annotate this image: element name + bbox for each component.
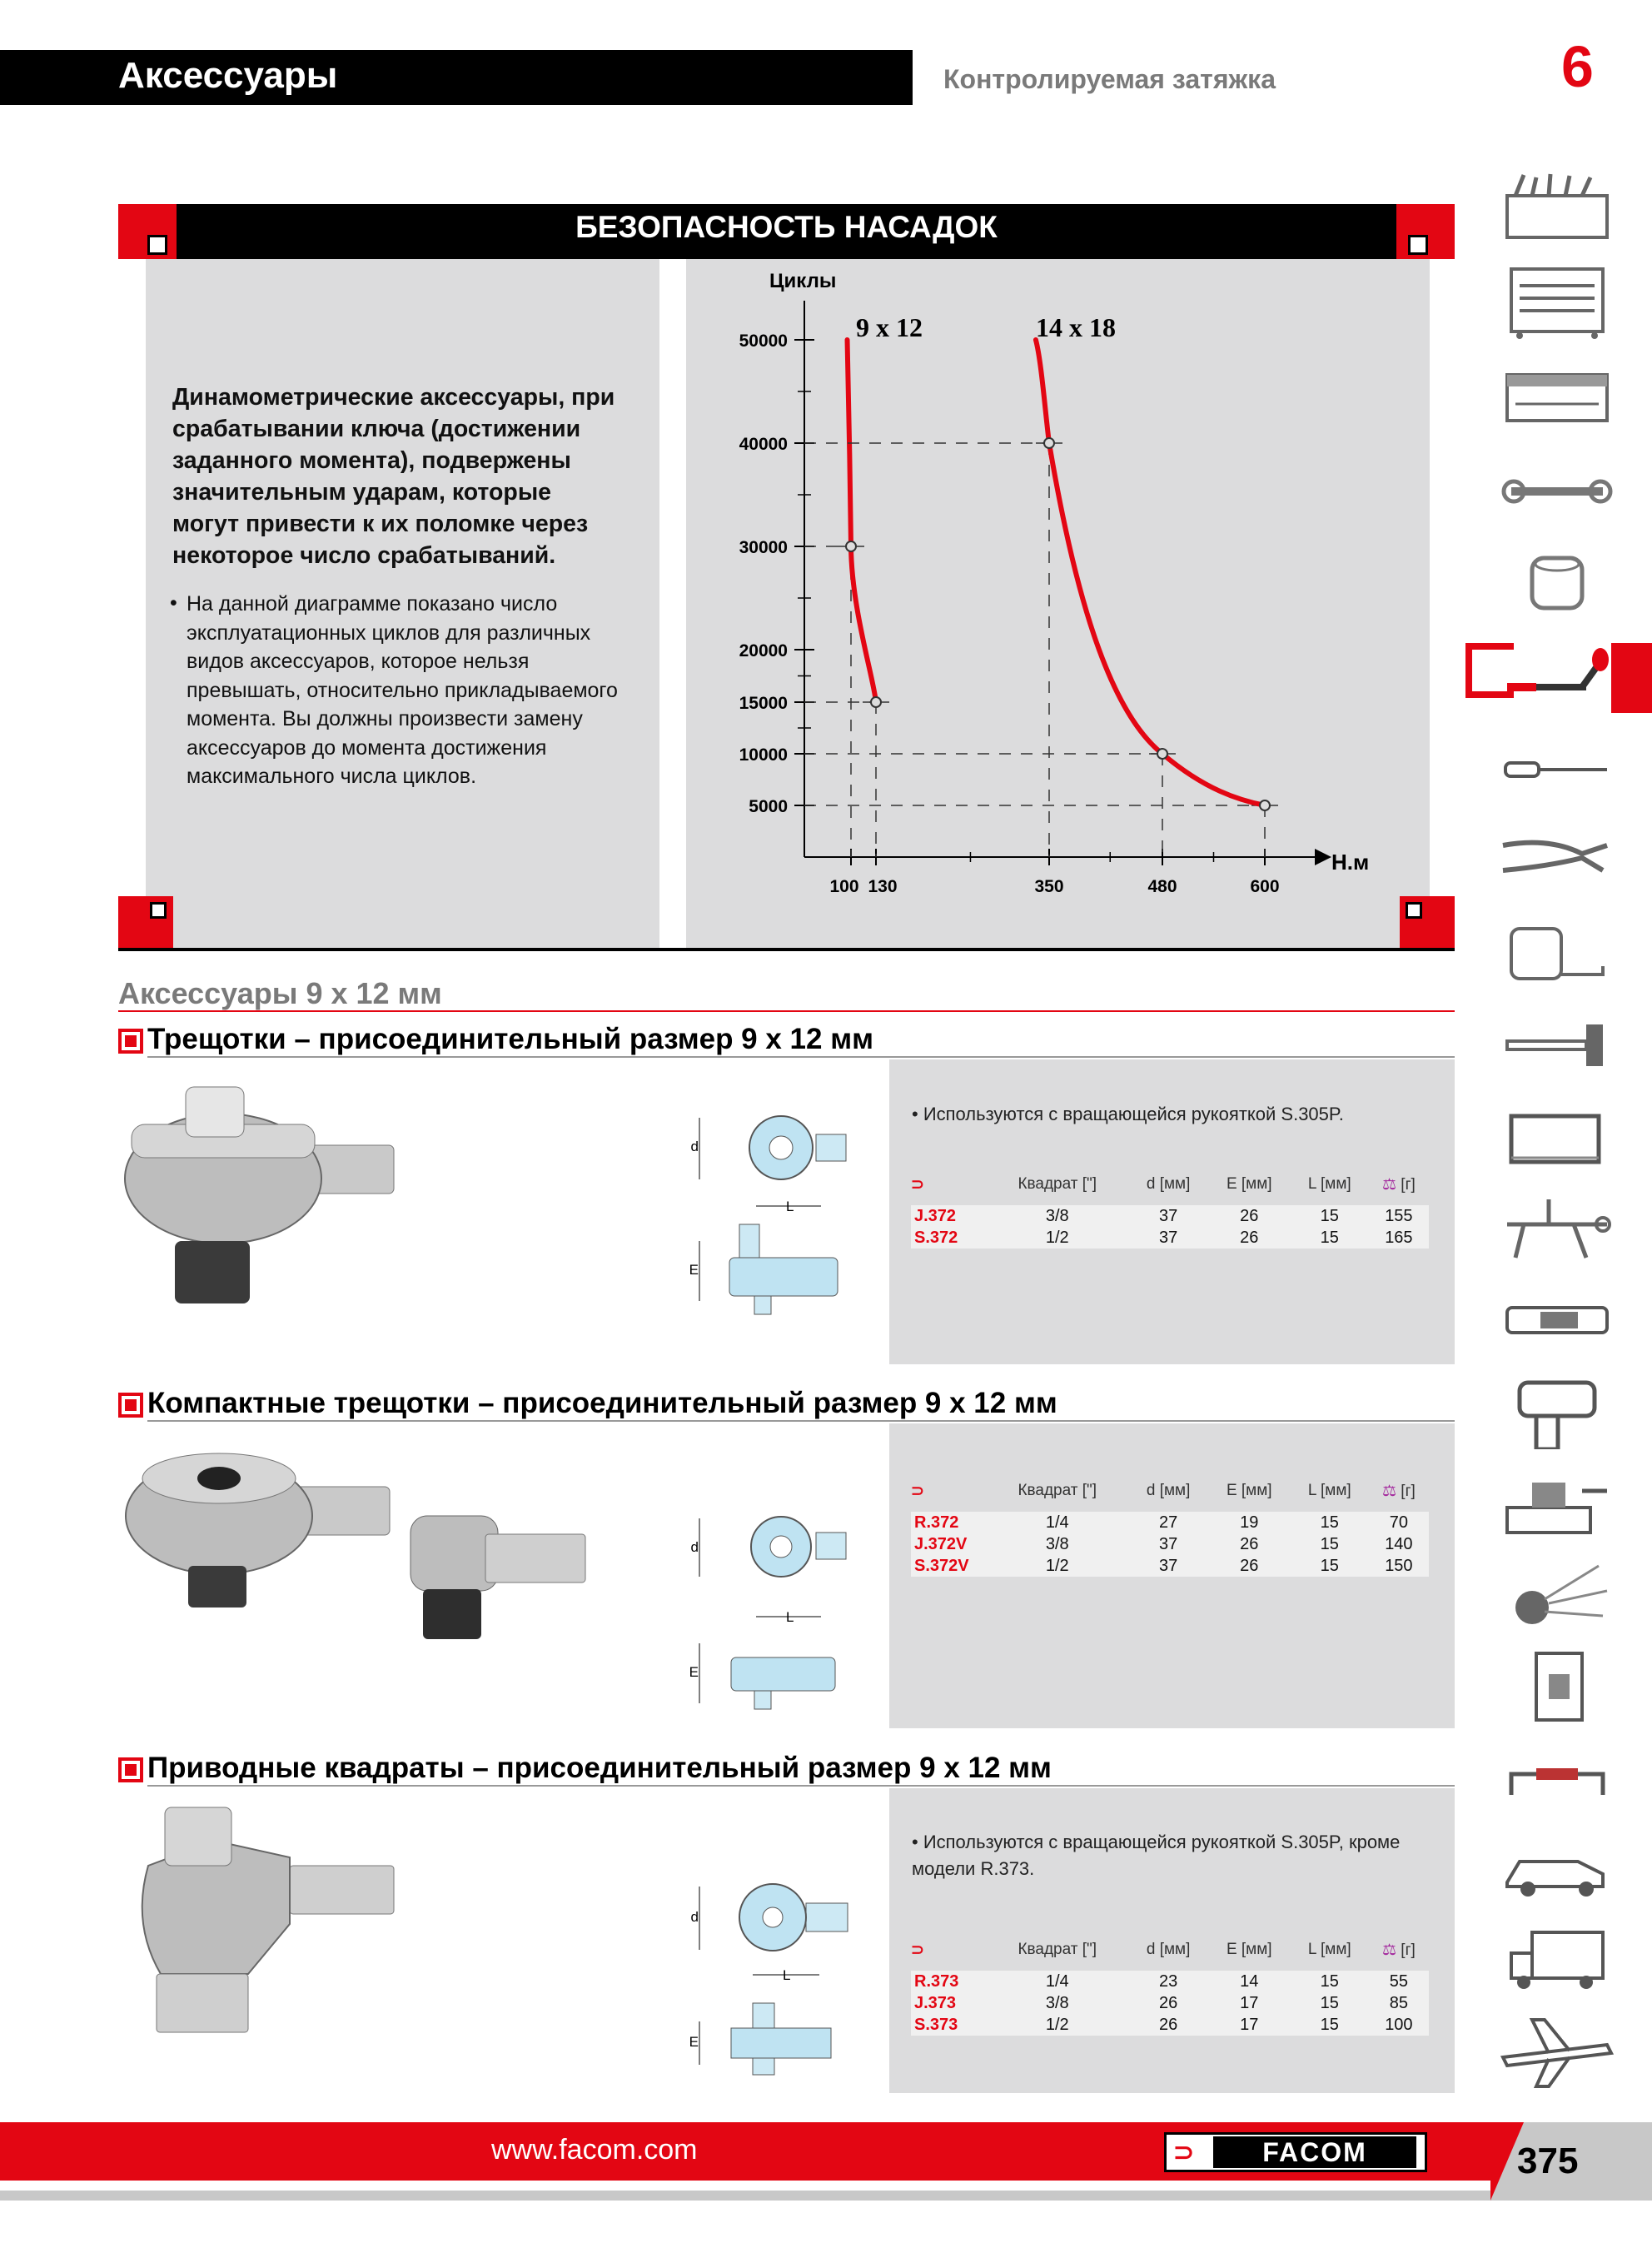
- handle-icon[interactable]: [1499, 1745, 1615, 1820]
- series-line: [1036, 340, 1265, 805]
- cutting-disc-icon[interactable]: [1499, 1558, 1615, 1632]
- ratchets-title: Трещотки – присоединительный размер 9 x 12 мм: [147, 1023, 873, 1055]
- dim-d: d: [690, 1139, 699, 1154]
- facom-ref-icon: ⊃: [911, 1941, 924, 1959]
- compact-title: Компактные трещотки – присоединительный размер 9 x 12 мм: [147, 1387, 1057, 1419]
- y-tick-label: 15000: [739, 694, 788, 713]
- col-l: L [мм]: [1307, 1175, 1351, 1193]
- squares-title: Приводные квадраты – присоединительный размер 9 x 12 мм: [147, 1752, 1052, 1784]
- y-tick-label: 20000: [739, 641, 788, 660]
- y-axis-label: Циклы: [769, 270, 837, 292]
- table-row: J.372 3/8 37 26 15 155: [911, 1205, 1429, 1227]
- dim-d: d: [690, 1909, 699, 1925]
- facom-logo-mark-icon: ⊃: [1173, 2139, 1195, 2166]
- col-square: Квадрат ["]: [1018, 1175, 1097, 1193]
- hacksaw-icon[interactable]: [1499, 1099, 1615, 1174]
- drive-square-diagram: [689, 1870, 873, 2078]
- chapter-number: 6: [1561, 34, 1594, 99]
- safety-intro: Динамометрические аксессуары, при срабатывании ключа (достижении заданного момента), подвержены значительным ударам, которые могут привести к их поломке через некоторое число срабатываний.: [172, 384, 615, 569]
- dim-E: E: [689, 1664, 699, 1680]
- weight-icon: ⚖: [1381, 1482, 1397, 1500]
- x-tick-label: 130: [868, 877, 898, 896]
- storage-drawer-icon[interactable]: [1499, 358, 1615, 433]
- tape-measure-icon[interactable]: [1499, 916, 1615, 991]
- bullet-square-icon: [118, 1393, 143, 1418]
- safety-note: На данной диаграмме показано число эксплуатационных циклов для различных видов аксессуаров, которое нельзя превышать, относительно прикладываемого момента. Вы должны произвести замену аксессуаров до момента достижения максимального числа циклов.: [187, 592, 618, 788]
- series-label: 14 x 18: [1036, 312, 1116, 342]
- torque-wrench-icon[interactable]: [1499, 641, 1615, 716]
- x-axis-label: Н.м: [1331, 850, 1370, 875]
- socket-icon[interactable]: [1499, 546, 1615, 621]
- truck-icon[interactable]: [1499, 1924, 1615, 1999]
- cycles-chart: [686, 259, 1430, 917]
- screwdriver-icon[interactable]: [1499, 733, 1615, 808]
- col-e: E [мм]: [1226, 1175, 1272, 1193]
- page-subtitle: Контролируемая затяжка: [943, 64, 1276, 94]
- note-bullet: •: [170, 591, 177, 615]
- weight-icon: ⚖: [1381, 1941, 1397, 1959]
- dim-E: E: [689, 2034, 699, 2050]
- series-label: 9 x 12: [856, 312, 923, 342]
- table-row: R.373 1/4 23 14 15 55: [911, 1971, 1429, 1992]
- data-point: [871, 697, 881, 707]
- bullet-square-icon: [118, 1757, 143, 1782]
- section-title: Аксессуары 9 x 12 мм: [118, 976, 442, 1010]
- facom-ref-icon: ⊃: [911, 1175, 924, 1194]
- dim-d: d: [690, 1539, 699, 1555]
- x-axis-arrow: [1315, 849, 1331, 865]
- data-point: [1260, 800, 1270, 810]
- active-category-tab: [1611, 643, 1652, 713]
- dim-L: L: [786, 1199, 794, 1214]
- y-tick-label: 5000: [749, 797, 788, 816]
- tool-cabinet-icon[interactable]: [1499, 265, 1615, 340]
- safety-bottom-rule: [118, 948, 1455, 951]
- footer-url[interactable]: www.facom.com: [491, 2134, 698, 2166]
- x-tick-label: 100: [829, 877, 859, 896]
- safety-title: БЕЗОПАСНОСТЬ НАСАДОК: [575, 210, 998, 244]
- wrench-icon[interactable]: [1499, 454, 1615, 529]
- dim-L: L: [786, 1609, 794, 1625]
- data-point: [846, 541, 856, 551]
- facom-ref-icon: ⊃: [911, 1482, 924, 1500]
- ratchets-note: • Используются с вращающейся рукояткой S.305P.: [912, 1104, 1344, 1124]
- data-point: [1044, 438, 1054, 448]
- x-tick-label: 600: [1250, 877, 1280, 896]
- car-icon[interactable]: [1499, 1832, 1615, 1907]
- ratchets-table: [911, 1164, 1429, 1249]
- y-tick-label: 50000: [739, 331, 788, 351]
- pliers-icon[interactable]: [1499, 820, 1615, 895]
- y-tick-label: 30000: [739, 538, 788, 557]
- facom-logo: ⊃ FACOM: [1164, 2132, 1427, 2172]
- page-number: 375: [1517, 2141, 1579, 2181]
- electric-tester-icon[interactable]: [1499, 1283, 1615, 1358]
- footer-grey-strip: [0, 2191, 1490, 2201]
- col-weight: ⚖ [г]: [1381, 1175, 1416, 1194]
- y-tick-label: 10000: [739, 745, 788, 765]
- impact-wrench-icon[interactable]: [1499, 1374, 1615, 1449]
- circuit-breaker-icon[interactable]: [1499, 1649, 1615, 1724]
- col-d: d [мм]: [1146, 1175, 1191, 1193]
- subsection-rule: [147, 1420, 1455, 1422]
- compact-diagram: [689, 1512, 873, 1720]
- corner-mark: [150, 902, 167, 919]
- dim-L: L: [783, 1967, 791, 1983]
- subsection-rule: [147, 1056, 1455, 1058]
- ratchet-diagram: [689, 1108, 873, 1316]
- table-row: S.373 1/2 26 17 15 100: [911, 2014, 1429, 2036]
- y-tick-label: 40000: [739, 435, 788, 454]
- bullet-square-icon: [118, 1029, 143, 1054]
- dim-E: E: [689, 1262, 699, 1278]
- table-row: R.372 1/4 27 19 15 70: [911, 1512, 1429, 1533]
- page-title: Аксессуары: [118, 55, 338, 96]
- toolbox-icon[interactable]: [1499, 171, 1615, 246]
- table-row: S.372V 1/2 37 26 15 150: [911, 1555, 1429, 1577]
- section-rule: [118, 1010, 1455, 1012]
- subsection-rule: [147, 1785, 1455, 1787]
- drive-square-image: [115, 1799, 398, 2049]
- compact-ratchet-image: [115, 1441, 648, 1657]
- x-tick-label: 350: [1034, 877, 1064, 896]
- squares-table: ⊃ Квадрат ["] d [мм] E [мм] L [мм] ⚖ [г] R.373 1/4 23 14 15 55 J.373 3/8 26 17 15 85 S.373 1/2 26 17 15 100: [911, 1929, 1429, 2036]
- compact-table: ⊃ Квадрат ["] d [мм] E [мм] L [мм] ⚖ [г] R.372 1/4 27 19 15 70 J.372V 3/8 37 26 15 140 S.372V 1/2 37 26 15 150: [911, 1470, 1429, 1577]
- table-row: S.372 1/2 37 26 15 165: [911, 1227, 1429, 1249]
- hammer-icon[interactable]: [1499, 1008, 1615, 1083]
- puller-icon[interactable]: [1499, 1191, 1615, 1266]
- ratchet-product-image: [115, 1079, 398, 1328]
- table-row: J.373 3/8 26 17 15 85: [911, 1992, 1429, 2014]
- series-line: [848, 340, 876, 702]
- squares-note: • Используются с вращающейся рукояткой S.305P, кроме модели R.373.: [912, 1832, 1401, 1879]
- vice-icon[interactable]: [1499, 1466, 1615, 1541]
- data-point: [1157, 749, 1167, 759]
- weight-icon: ⚖: [1381, 1175, 1397, 1194]
- x-tick-label: 480: [1147, 877, 1177, 896]
- table-row: J.372V 3/8 37 26 15 140: [911, 1533, 1429, 1555]
- airplane-icon[interactable]: [1499, 2016, 1615, 2091]
